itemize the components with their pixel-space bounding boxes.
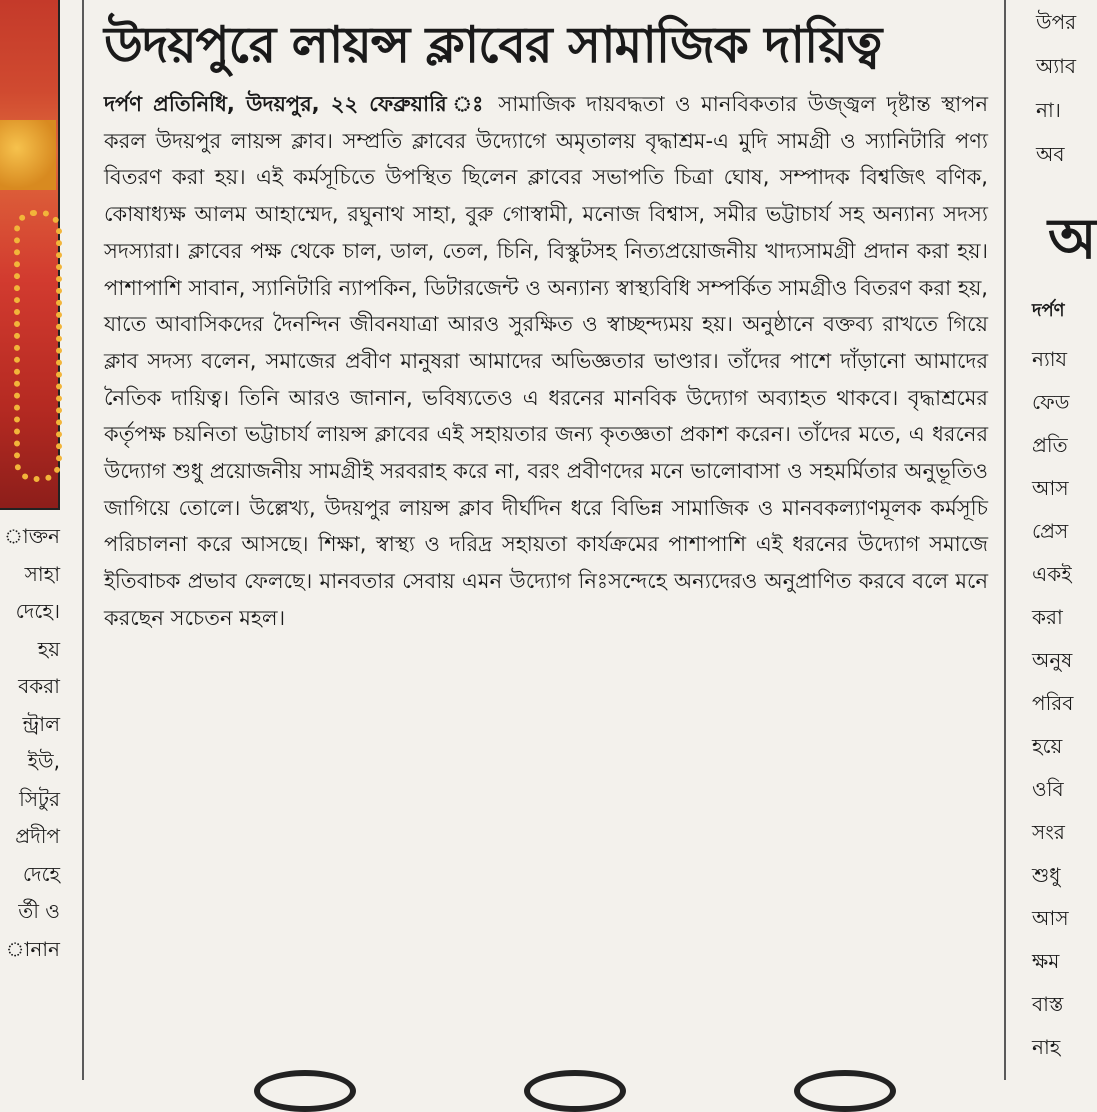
right-column-text [1032, 338, 1073, 1069]
right-line: নাহ [1032, 1035, 1061, 1059]
left-line: র্তী ও [18, 899, 60, 923]
right-line: উপর [1036, 10, 1077, 34]
right-column-byline: দর্পণ [1032, 300, 1065, 321]
next-headline-fragment [104, 1064, 988, 1080]
article [104, 0, 988, 637]
right-line: হয়ে [1032, 734, 1063, 758]
right-column-top-text [1036, 0, 1076, 176]
photo-garland [14, 210, 62, 482]
right-column-headline-fragment: অ [1048, 207, 1097, 272]
left-line: ানান [5, 936, 60, 961]
right-line: করা [1032, 605, 1063, 629]
right-line: অব [1036, 142, 1065, 166]
column-divider [82, 0, 84, 1080]
right-line: অনুষ [1032, 648, 1073, 672]
photo-detail [0, 120, 56, 190]
right-line: না। [1036, 98, 1061, 122]
right-line: প্রেস [1032, 519, 1069, 543]
right-column-fragment [1012, 0, 1097, 1080]
left-line: প্রদীপ [15, 824, 60, 848]
article-body [104, 86, 988, 637]
right-line: ন্যায [1032, 347, 1068, 371]
news-photo [0, 0, 60, 510]
right-line: অ্যাব [1036, 54, 1077, 78]
article-byline: দর্পণ প্রতিনিধি, উদয়পুর, ২২ ফেব্রুয়ারি ঃ [104, 92, 499, 116]
right-line: একই [1032, 562, 1072, 586]
right-line: ফেড [1032, 390, 1070, 414]
left-line: সাহা [24, 561, 60, 586]
left-line: হয় [37, 636, 60, 661]
left-line: াক্তন [4, 524, 60, 548]
left-line: বকরা [18, 674, 60, 698]
left-column-text [0, 518, 78, 968]
right-line: পরিব [1032, 691, 1074, 715]
left-line: ন্ট্রাল [22, 711, 60, 736]
column-divider [1004, 0, 1006, 1080]
article-text: সামাজিক দায়বদ্ধতা ও মানবিকতার উজ্জ্বল দৃষ্টান্ত স্থাপন করল উদয়পুর লায়ন্স ক্লাব। সম্প্রতি ক্লাবের উদ্যোগে অমৃতালয় বৃদ্ধাশ্রম-এ মুদি সামগ্রী ও স্যানিটারি পণ্য বিতরণ করা হয়। এই কর্মসূচিতে উপস্থিত ছিলেন ক্লাবের সভাপতি চিত্রা ঘোষ, সম্পাদক বিশ্বজিৎ বণিক, কোষাধ্যক্ষ আলম আহাম্মেদ, রঘুনাথ সাহা, বুরু গোস্বামী, মনোজ বিশ্বাস, সমীর ভট্টাচার্য সহ অন্যান্য সদস্য সদস্যারা। ক্লাবের পক্ষ থেকে চাল, ডাল, তেল, চিনি, বিস্কুটসহ নিত্যপ্রয়োজনীয় খাদ্যসামগ্রী প্রদান করা হয়। পাশাপাশি সাবান, স্যানিটারি ন্যাপকিন, ডিটারজেন্ট ও অন্যান্য স্বাস্থ্যবিধি সম্পর্কিত সামগ্রীও বিতরণ করা হয়, যাতে আবাসিকদের দৈনন্দিন জীবনযাত্রা আরও সুরক্ষিত ও স্বাচ্ছন্দ্যময় হয়। অনুষ্ঠানে বক্তব্য রাখতে গিয়ে ক্লাব সদস্য বলেন, সমাজের প্রবীণ মানুষরা আমাদের অভিজ্ঞতার ভাণ্ডার। তাঁদের পাশে দাঁড়ানো আমাদের নৈতিক দায়িত্ব। তিনি আরও জানান, ভবিষ্যতেও এ ধরনের মানবিক উদ্যোগ অব্যাহত থাকবে। বৃদ্ধাশ্রমের কর্তৃপক্ষ চয়নিতা ভট্টাচার্য লায়ন্স ক্লাবের এই সহায়তার জন্য কৃতজ্ঞতা প্রকাশ করেন। তাঁদের মতে, এ ধরনের উদ্যোগ শুধু প্রয়োজনীয় সামগ্রীই সরবরাহ করে না, বরং প্রবীণদের মনে ভালোবাসা ও সহমর্মিতার অনুভূতিও জাগিয়ে তোলে। উল্লেখ্য, উদয়পুর লায়ন্স ক্লাব দীর্ঘদিন ধরে বিভিন্ন সামাজিক ও মানবকল্যাণমূলক কর্মসূচি পরিচালনা করে আসছে। শিক্ষা, স্বাস্থ্য ও দরিদ্র সহায়তা কার্যক্রমের পাশাপাশি এই ধরনের উদ্যোগ সমাজে ইতিবাচক প্রভাব ফেলছে। মানবতার সেবায় এমন উদ্যোগ নিঃসন্দেহে অন্যদেরও অনুপ্রাণিত করবে বলে মনে করছেন সচেতন মহল। [104, 92, 988, 630]
right-line: ক্ষম [1032, 949, 1060, 973]
right-line: শুধু [1032, 863, 1061, 887]
left-column-fragment [0, 0, 78, 1080]
right-line: আস [1032, 906, 1069, 930]
right-line: ওবি [1032, 777, 1064, 801]
left-line: ইউ, [27, 749, 60, 773]
right-line: আস [1032, 476, 1069, 500]
right-line: বাস্ত [1032, 992, 1064, 1016]
right-line: সংর [1032, 820, 1065, 844]
article-headline: উদয়পুরে লায়ন্স ক্লাবের সামাজিক দায়িত্ব [104, 16, 882, 74]
left-line: দেহে [22, 861, 60, 886]
left-line: সিটুর [19, 786, 60, 811]
left-line: দেহে। [15, 599, 60, 623]
right-line: প্রতি [1032, 433, 1068, 457]
